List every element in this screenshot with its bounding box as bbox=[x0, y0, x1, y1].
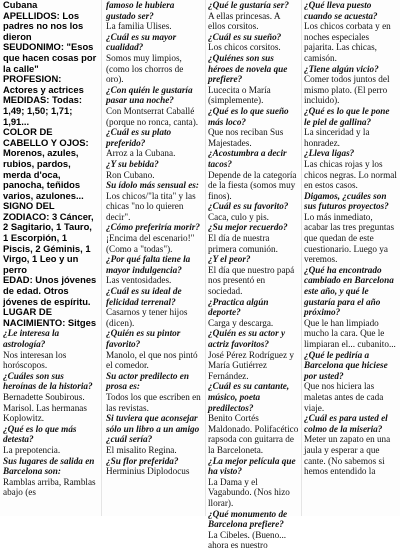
question: ¿Quiénes son sus héroes de novela que prefiere? bbox=[208, 52, 288, 85]
question: ¿Cuál es su plato preferido? bbox=[106, 127, 172, 148]
column-3 bbox=[208, 0, 299, 551]
answer: La prepotencia. bbox=[3, 444, 61, 455]
answer: Casarnos y tener hijos (dicen). bbox=[106, 307, 188, 328]
answer: Nos interesan los horóscopos. bbox=[3, 349, 67, 371]
question: ¿Qué es lo que le pone le piel de gallina? bbox=[304, 105, 390, 127]
question: ¿Cuál es su favorito? bbox=[208, 201, 289, 212]
answer: La sinceridad y la honradez. bbox=[304, 127, 370, 148]
column-divider bbox=[101, 0, 102, 516]
question: ¿Y el peor? bbox=[208, 254, 251, 265]
question: ¿La mejor película que ha visto? bbox=[208, 455, 296, 477]
question: ¿Su mejor recuerdo? bbox=[208, 222, 288, 233]
answer: Bernadette Soubirous. Marisol. Las hermanas Koplowitz. bbox=[3, 391, 87, 424]
question: ¿Cuál es su ideal de felicidad terrenal? bbox=[106, 286, 182, 307]
answer: Carga y descarga. bbox=[208, 317, 274, 328]
answer: Que nos reciban Sus Majestades. bbox=[208, 127, 284, 148]
answer: Arroz a la Cubana. bbox=[106, 148, 176, 159]
answer: La familia Ulises. bbox=[106, 21, 172, 32]
answer: Los chicos/"la tita" y las chicas "no lo quieren decir". bbox=[106, 190, 196, 222]
profile-field: Cubana bbox=[3, 0, 38, 10]
question: ¿Qué le pediría a Barcelona que hiciese por usted? bbox=[304, 349, 388, 381]
question: ¿Cuál es para usted el colmo de la miseria? bbox=[304, 413, 388, 434]
answer: La Dama y el Vagabundo. (Nos hizo llorar). bbox=[208, 476, 290, 508]
question: ¿Qué es lo que sueño más loco? bbox=[208, 105, 289, 127]
question: Su ídolo más sensual es: bbox=[106, 180, 199, 191]
profile-field: COLOR DE CABELLO Y OJOS: Morenos, azules, rubios, pardos, merda d'oca, panocha, teñidos varios, azulones... bbox=[3, 126, 89, 201]
column-1 bbox=[3, 0, 97, 516]
question: ¿Qué lleva puesto cuando se acuesta? bbox=[304, 0, 378, 21]
profile-field: PROFESION: Actores y actrices bbox=[3, 73, 84, 95]
answer: Las ventosidades. bbox=[106, 275, 172, 286]
profile-field: EDAD: Unos jóvenes de edad. Otros jóvenes de espíritu. bbox=[3, 274, 97, 307]
question: ¿Cuál es su cantante, músico, poeta predilectos? bbox=[208, 381, 290, 413]
question: famoso le hubiera gustado ser? bbox=[106, 0, 175, 21]
profile-field: SIGNO DEL ZODIACO: 3 Cáncer, 2 Sagitario, 1 Tauro, 1 Escorpión, 1 Piscis, 2 Géminis, 1 Virgo, 1 Leo y un perro bbox=[3, 200, 94, 275]
question: ¿Acostumbra a decir tacos? bbox=[208, 148, 287, 169]
question: ¿Cuáles son sus heroínas de la historia? bbox=[3, 370, 93, 392]
question: ¿Cuál es su mayor cualidad? bbox=[106, 31, 177, 53]
answer: Los chicos corsitos. bbox=[208, 42, 281, 53]
answer: José Pérez Rodríguez y María Gutiérrez Fernández. bbox=[208, 349, 294, 381]
question: ¿Practica algún deporte? bbox=[208, 296, 269, 318]
question: ¿Qué le gustaría ser? bbox=[208, 0, 289, 10]
column-2 bbox=[106, 0, 203, 516]
answer: Depende de la categoría de la fiesta (somos muy finos). bbox=[208, 169, 297, 201]
answer: A ellas princesas. A ellos corsitos. bbox=[208, 10, 280, 32]
question: Su actor predilecto en prosa es: bbox=[106, 370, 189, 392]
column-divider bbox=[205, 0, 206, 516]
answer: Somos muy limpios, (como los chorros de oro). bbox=[106, 52, 184, 85]
answer: Lo más inmediato, acabar las tres preguntas que quedan de este cuestionario. Luego ya veremos. bbox=[304, 211, 395, 265]
column-divider bbox=[301, 0, 302, 516]
column-4 bbox=[304, 0, 398, 516]
answer: Con Montserrat Caballé (porque no ronca, canta). bbox=[106, 105, 199, 127]
question: ¿Su flor preferida? bbox=[106, 455, 179, 466]
question: Si tuviera que aconsejar sólo un libro a un amigo ¿cuál sería? bbox=[106, 413, 200, 445]
answer: Todos los que escriben en las revistas. bbox=[106, 391, 201, 413]
question: ¿Quién es su actor y actriz favoritos? bbox=[208, 328, 286, 349]
question: ¿Y su bebida? bbox=[106, 158, 159, 169]
question: ¿Qué monumento de Barcelona prefiere? bbox=[208, 508, 288, 530]
question: ¿Quién es su pintor favorito? bbox=[106, 328, 181, 349]
question: Sus lugares de salida en Barcelona son: bbox=[3, 455, 95, 477]
answer: Que nos hiciera las maletas antes de cada viaje. bbox=[304, 381, 384, 413]
question: ¿Le interesa la astrología? bbox=[3, 328, 60, 349]
question: Digamos, ¿cuáles son sus futuros proyectos? bbox=[304, 190, 389, 212]
profile-field: SEUDONIMO: "Esos que hacen cosas por la calle" bbox=[3, 41, 97, 74]
profile-field: APELLIDOS: Los padres no nos los dieron bbox=[3, 9, 84, 42]
question: ¿Qué es lo que más detesta? bbox=[3, 423, 77, 445]
question: ¿Con quién le gustaría pasar una noche? bbox=[106, 84, 193, 106]
answer: Que le han limpiado mucho la cara. Que le limpiaran el... cubanito... bbox=[304, 317, 396, 349]
profile-field: MEDIDAS: Todas: 1,49; 1,50; 1,71; 1,91... bbox=[3, 94, 82, 127]
answer: Las chicas rojas y los chicos negras. Lo normal en estos casos. bbox=[304, 158, 397, 191]
question: ¿Tiene algún vicio? bbox=[304, 63, 379, 74]
profile-field: LUGAR DE NACIMIENTO: Sitges bbox=[3, 306, 97, 328]
question: ¿Lleva ligas? bbox=[304, 148, 355, 159]
answer: Manolo, el que nos pintó el comedor. bbox=[106, 349, 198, 371]
question: ¿Por qué falta tiene la mayor indulgencia? bbox=[106, 254, 191, 275]
answer: La Cibeles. (Bueno... ahora es nuestro bbox=[208, 529, 287, 551]
answer: Benito Cortés Maldonado. Polifacético rapsoda con guitarra de la Barceloneta. bbox=[208, 413, 299, 455]
answer: Comer todos juntos del mismo plato. (El perro incluido). bbox=[304, 74, 390, 106]
answer: Ramblas arriba, Ramblas abajo (es bbox=[3, 476, 96, 498]
answer: Caca, culo y pis. bbox=[208, 211, 269, 222]
question: ¿Cómo preferiría morir? bbox=[106, 222, 200, 233]
answer: El día de nuestra primera comunión. bbox=[208, 233, 278, 254]
question: ¿Qué ha encontrado cambiado en Barcelona este año, y qué le gustaría para el año próximo? bbox=[304, 264, 394, 318]
answer: ¡Encima del escenario!" (Como a "todas"). bbox=[106, 233, 195, 254]
answer: Ron Cubano. bbox=[106, 169, 155, 180]
answer: Meter un zapato en una jaula y esperar a que cante. (No sabemos si hemos entendido la bbox=[304, 434, 391, 477]
question: ¿Cuál es su sueño? bbox=[208, 31, 282, 42]
answer: Herminius Diplodocus bbox=[106, 466, 190, 477]
answer: El misalito Regina. bbox=[106, 444, 177, 455]
answer: Los chicos corbata y en noches especiales pajarita. Las chicas, camisón. bbox=[304, 21, 391, 63]
answer: El día que nuestro papá nos presentó en sociedad. bbox=[208, 264, 295, 297]
answer: Lucecita o María (simplemente). bbox=[208, 84, 271, 106]
